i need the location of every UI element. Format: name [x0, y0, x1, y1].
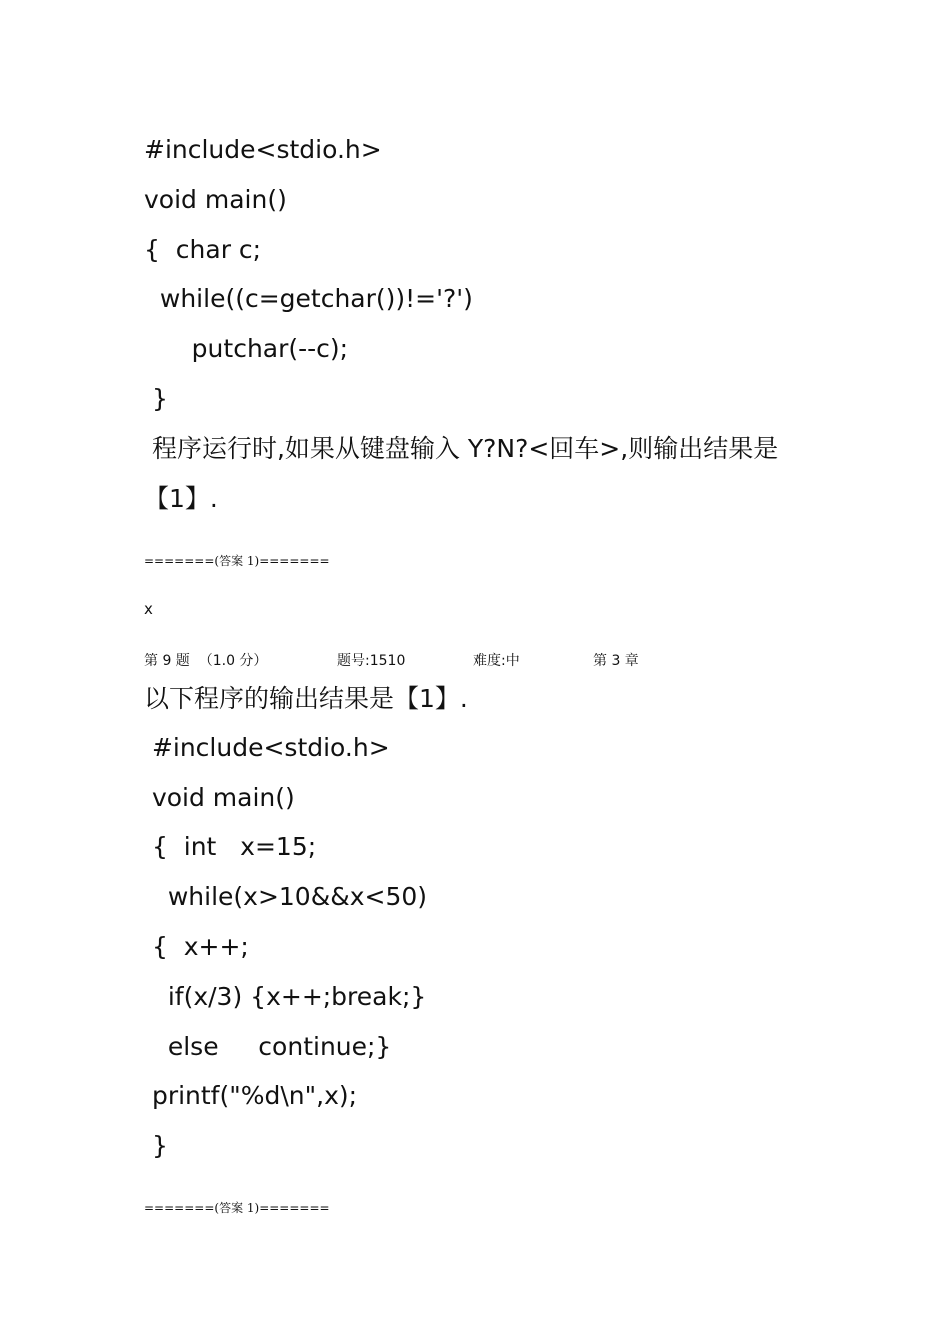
- code-line: void main(): [144, 185, 287, 214]
- code-line: putchar(--c);: [144, 334, 349, 363]
- question-difficulty: 难度:中: [473, 653, 520, 669]
- question-number: 第 9 题 （1.0 分）: [144, 653, 268, 669]
- code-line: #include<stdio.h>: [144, 733, 390, 762]
- question-text: 以下程序的输出结果是【1】.: [144, 684, 468, 713]
- question-id: 题号:1510: [337, 653, 406, 669]
- code-line: { x++;: [144, 932, 249, 961]
- code-line: { char c;: [144, 235, 262, 264]
- answer-separator: =======(答案 1)=======: [144, 1201, 330, 1215]
- code-line: #include<stdio.h>: [144, 135, 382, 164]
- answer-value: x: [144, 600, 153, 618]
- code-line: if(x/3) {x++;break;}: [144, 982, 427, 1011]
- code-line: while(x>10&&x<50): [144, 882, 428, 911]
- code-line: else continue;}: [144, 1032, 392, 1061]
- code-line: }: [144, 1131, 168, 1160]
- question-text: 程序运行时,如果从键盘输入 Y?N?<回车>,则输出结果是: [144, 434, 779, 463]
- code-line: }: [144, 384, 168, 413]
- code-line: printf("%d\n",x);: [144, 1081, 358, 1110]
- code-line: { int x=15;: [144, 832, 317, 861]
- question-chapter: 第 3 章: [593, 653, 639, 669]
- code-line: void main(): [144, 783, 295, 812]
- question-text-continued: 【1】.: [144, 484, 218, 513]
- code-line: while((c=getchar())!='?'): [144, 284, 473, 313]
- answer-separator: =======(答案 1)=======: [144, 554, 330, 568]
